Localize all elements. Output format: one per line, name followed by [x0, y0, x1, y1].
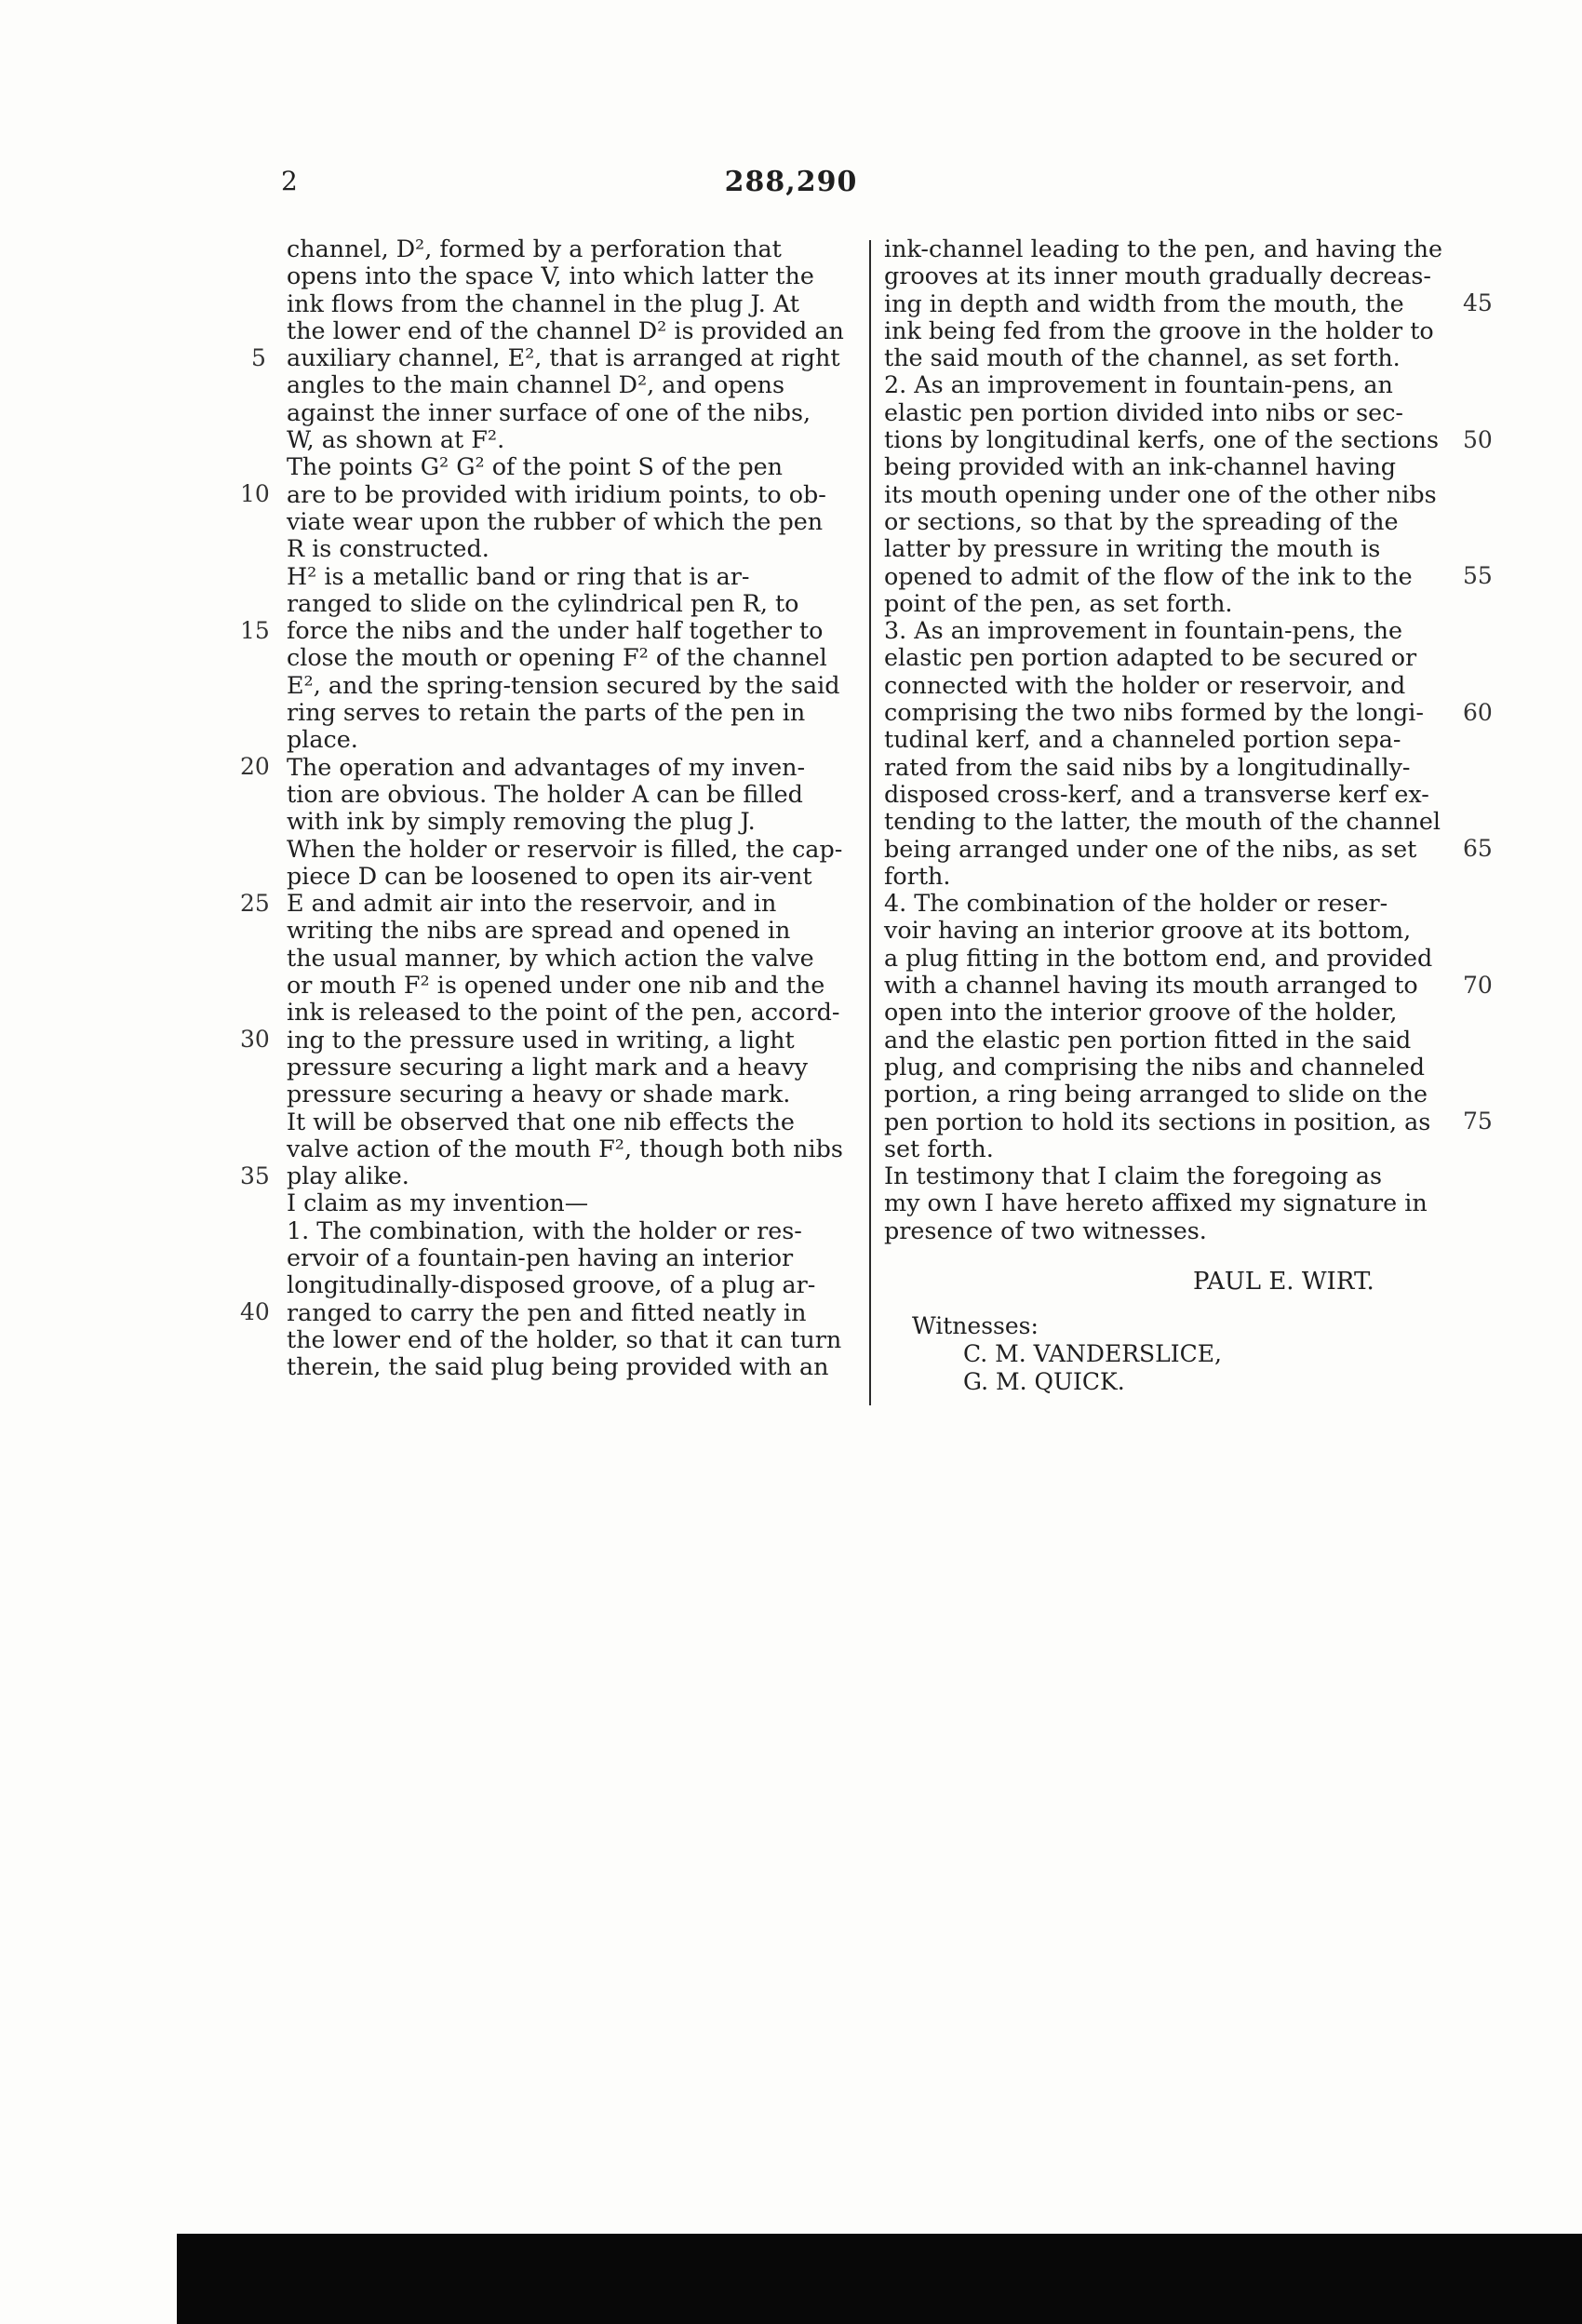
left-column: [287, 235, 856, 1380]
text-line: 1. The combination, with the holder or res-: [287, 1216, 802, 1244]
text-line: force the nibs and the under half together to: [287, 616, 824, 645]
line-number: 15: [240, 617, 270, 644]
text-line: auxiliary channel, E², that is arranged at right: [287, 343, 840, 372]
text-line: It will be observed that one nib effects the: [287, 1107, 795, 1135]
patent-number: 288,290: [724, 166, 858, 198]
text-line: H² is a metallic band or ring that is ar-: [287, 561, 750, 590]
text-line: plug, and comprising the nibs and channeled: [884, 1052, 1425, 1081]
text-line: the said mouth of the channel, as set forth.: [884, 343, 1401, 372]
text-line: E², and the spring-tension secured by the said: [287, 670, 840, 699]
text-line: I claim as my invention—: [287, 1189, 589, 1217]
text-line: ranged to carry the pen and fitted neatly in: [287, 1297, 807, 1326]
scan-edge-bar: [177, 2234, 1582, 2324]
text-line: pressure securing a heavy or shade mark.: [287, 1080, 791, 1108]
text-line: tion are obvious. The holder A can be filled: [287, 779, 803, 808]
line-number: 25: [240, 890, 270, 917]
text-line: forth.: [884, 861, 951, 890]
text-line: ing in depth and width from the mouth, the: [884, 289, 1404, 317]
line-number: 50: [1463, 426, 1493, 453]
text-line: ranged to slide on the cylindrical pen R, to: [287, 588, 799, 617]
line-number: 65: [1463, 835, 1493, 862]
text-line: ring serves to retain the parts of the pen in: [287, 698, 806, 727]
text-line: being arranged under one of the nibs, as set: [884, 834, 1417, 863]
line-number: 45: [1463, 289, 1493, 316]
text-line: 2. As an improvement in fountain-pens, an: [884, 370, 1393, 399]
column-divider: [869, 240, 871, 1405]
text-line: E and admit air into the reservoir, and in: [287, 889, 777, 918]
line-number: 60: [1463, 699, 1493, 726]
text-line: W, as shown at F².: [287, 425, 505, 454]
text-line: presence of two witnesses.: [884, 1216, 1207, 1244]
text-line: grooves at its inner mouth gradually decreas-: [884, 262, 1432, 290]
text-line: ing to the pressure used in writing, a light: [287, 1025, 795, 1054]
text-line: being provided with an ink-channel having: [884, 452, 1397, 481]
text-line: set forth.: [884, 1134, 994, 1162]
text-line: rated from the said nibs by a longitudinally-: [884, 752, 1411, 781]
text-line: opens into the space V, into which latter the: [287, 262, 814, 290]
text-line: writing the nibs are spread and opened in: [287, 916, 791, 945]
text-line: with ink by simply removing the plug J.: [287, 807, 756, 836]
text-line: comprising the two nibs formed by the longi-: [884, 698, 1424, 727]
text-line: my own I have hereto affixed my signature in: [884, 1189, 1428, 1217]
text-line: The operation and advantages of my inven-: [287, 752, 806, 781]
text-line: valve action of the mouth F², though both nibs: [287, 1134, 843, 1162]
text-line: or sections, so that by the spreading of the: [884, 506, 1399, 535]
text-line: the lower end of the holder, so that it can turn: [287, 1324, 842, 1353]
line-number: 55: [1463, 562, 1493, 589]
line-number: 70: [1463, 972, 1493, 999]
text-line: 4. The combination of the holder or reser-: [884, 889, 1388, 918]
witness-name: G. M. QUICK.: [963, 1368, 1125, 1395]
text-line: elastic pen portion adapted to be secured or: [884, 643, 1417, 672]
witnesses-label: Witnesses:: [912, 1312, 1039, 1339]
text-line: opened to admit of the flow of the ink to the: [884, 561, 1413, 590]
line-number: 75: [1463, 1108, 1493, 1135]
text-line: ervoir of a fountain-pen having an interior: [287, 1243, 794, 1271]
text-line: ink flows from the channel in the plug J. At: [287, 289, 799, 317]
text-line: latter by pressure in writing the mouth is: [884, 534, 1381, 563]
text-line: viate wear upon the rubber of which the pen: [287, 506, 824, 535]
text-line: a plug fitting in the bottom end, and provided: [884, 943, 1433, 972]
text-line: pressure securing a light mark and a heavy: [287, 1052, 808, 1081]
text-line: close the mouth or opening F² of the channel: [287, 643, 827, 672]
text-line: 3. As an improvement in fountain-pens, the: [884, 616, 1402, 645]
text-line: its mouth opening under one of the other nibs: [884, 479, 1437, 508]
text-line: against the inner surface of one of the nibs,: [287, 397, 811, 426]
line-number: 10: [240, 480, 270, 507]
text-line: point of the pen, as set forth.: [884, 588, 1233, 617]
text-line: and the elastic pen portion fitted in the said: [884, 1025, 1412, 1054]
text-line: or mouth F² is opened under one nib and the: [287, 971, 825, 1000]
text-line: connected with the holder or reservoir, and: [884, 670, 1406, 699]
text-line: with a channel having its mouth arranged to: [884, 971, 1418, 1000]
text-line: angles to the main channel D², and opens: [287, 370, 785, 399]
text-line: therein, the said plug being provided with an: [287, 1352, 829, 1381]
text-line: open into the interior groove of the holder,: [884, 998, 1398, 1027]
text-line: The points G² G² of the point S of the pen: [287, 452, 783, 481]
text-line: tending to the latter, the mouth of the channel: [884, 807, 1441, 836]
text-line: ink-channel leading to the pen, and having the: [884, 235, 1442, 262]
text-line: the usual manner, by which action the valve: [287, 943, 814, 972]
text-line: In testimony that I claim the foregoing as: [884, 1162, 1382, 1190]
text-line: When the holder or reservoir is filled, the cap-: [287, 834, 843, 863]
text-line: disposed cross-kerf, and a transverse kerf ex-: [884, 779, 1429, 808]
text-line: R is constructed.: [287, 534, 489, 563]
text-line: voir having an interior groove at its bottom,: [884, 916, 1412, 945]
witness-name: C. M. VANDERSLICE,: [963, 1340, 1222, 1367]
text-line: elastic pen portion divided into nibs or sec-: [884, 397, 1403, 426]
line-number: 35: [240, 1162, 270, 1189]
text-line: place.: [287, 725, 358, 754]
line-number: 5: [251, 344, 266, 371]
line-number: 20: [240, 753, 270, 780]
page-number: 2: [281, 166, 298, 196]
text-line: longitudinally-disposed groove, of a plug ar-: [287, 1270, 816, 1299]
line-number: 40: [240, 1298, 270, 1325]
line-number: 30: [240, 1026, 270, 1053]
text-line: are to be provided with iridium points, to ob-: [287, 479, 826, 508]
text-line: the lower end of the channel D² is provided an: [287, 316, 844, 344]
text-line: portion, a ring being arranged to slide on the: [884, 1080, 1428, 1108]
text-line: tudinal kerf, and a channeled portion sepa-: [884, 725, 1401, 754]
text-line: pen portion to hold its sections in position, as: [884, 1107, 1431, 1135]
text-line: piece D can be loosened to open its air-vent: [287, 861, 812, 890]
text-line: channel, D², formed by a perforation that: [287, 235, 782, 262]
inventor-signature: PAUL E. WIRT.: [1193, 1268, 1374, 1296]
text-line: ink being fed from the groove in the holder to: [884, 316, 1434, 344]
text-line: tions by longitudinal kerfs, one of the sections: [884, 425, 1440, 454]
text-line: ink is released to the point of the pen, accord-: [287, 998, 840, 1027]
right-column: [884, 235, 1454, 1244]
text-line: play alike.: [287, 1162, 409, 1190]
